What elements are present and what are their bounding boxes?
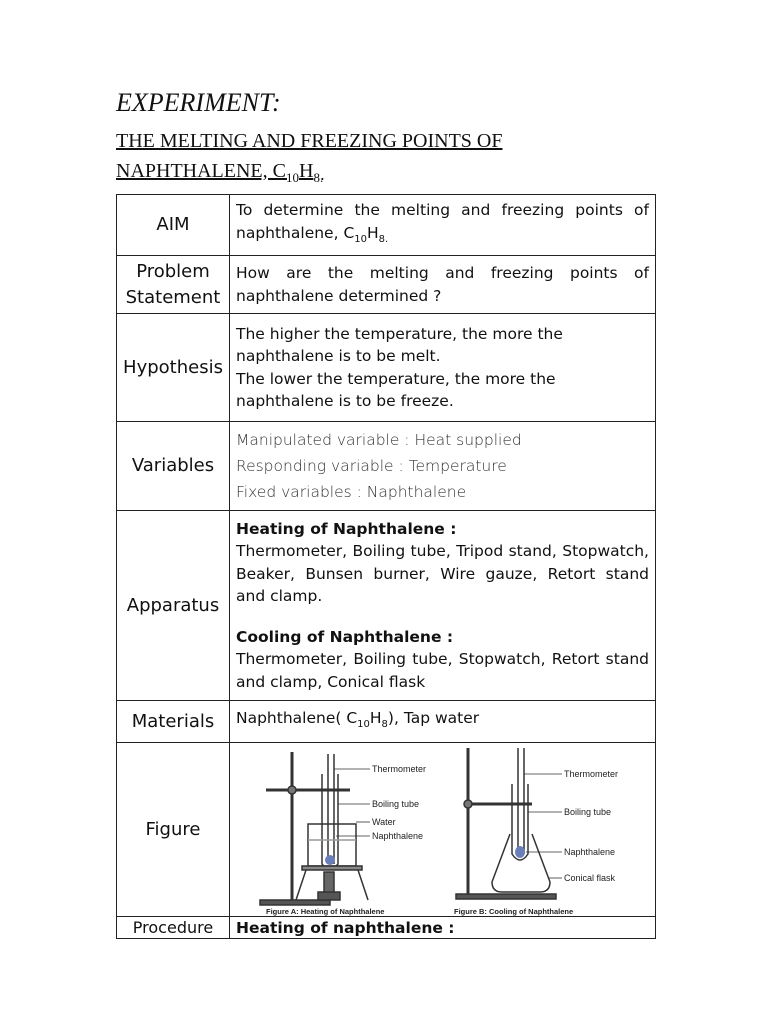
- fixed-variables: Fixed variables : Naphthalene: [236, 483, 467, 502]
- problem-label: Problem Statement: [117, 256, 230, 314]
- row-aim: [117, 195, 656, 256]
- title-line-1: THE MELTING AND FREEZING POINTS OF: [116, 130, 503, 152]
- row-variables: [117, 422, 656, 511]
- figure-b-diagram: [456, 748, 556, 899]
- responding-variable: Responding variable : Temperature: [236, 457, 507, 476]
- problem-text: How are the melting and freezing points of naphthalene determined ?: [230, 256, 656, 314]
- fig-a-naphthalene-label: Naphthalene: [372, 830, 424, 841]
- figure-a-caption: Figure A: Heating of Naphthalene: [266, 906, 385, 916]
- apparatus-label: Apparatus: [117, 511, 230, 701]
- apparatus-text: [230, 511, 656, 701]
- materials-label: Materials: [117, 701, 230, 743]
- row-materials: [117, 701, 656, 743]
- hypothesis-text: The higher the temperature, the more the naphthalene is to be melt. The lower the temperature, the more the naphthalene is to be freeze.: [230, 314, 656, 422]
- aim-label: AIM: [117, 195, 230, 256]
- heating-apparatus-list: Thermometer, Boiling tube, Tripod stand, Stopwatch, Beaker, Bunsen burner, Wire gauze, Retort stand and clamp.: [236, 542, 649, 606]
- figure-label: Figure: [117, 743, 230, 917]
- figure-cell: [230, 743, 656, 917]
- heating-apparatus-title: Heating of Naphthalene :: [236, 519, 457, 538]
- experiment-table: [116, 194, 656, 939]
- row-procedure: [117, 917, 656, 939]
- materials-text: Naphthalene( $C_{10}H_8$), Tap water: [230, 701, 656, 743]
- experiment-heading: EXPERIMENT:: [116, 88, 281, 117]
- fig-b-conical-flask-label: Conical flask: [564, 872, 616, 883]
- apparatus-figure: [230, 744, 660, 916]
- row-figure: [117, 743, 656, 917]
- figure-b-caption: Figure B: Cooling of Naphthalene: [454, 906, 574, 916]
- hypothesis-label: Hypothesis: [117, 314, 230, 422]
- variables-text: [230, 422, 656, 511]
- fig-a-thermometer-label: Thermometer: [372, 763, 427, 774]
- figure-a-pointers: [334, 769, 370, 836]
- row-hypothesis: [117, 314, 656, 422]
- row-apparatus: [117, 511, 656, 701]
- fig-a-water-label: Water: [372, 816, 396, 827]
- fig-b-naphthalene-label: Naphthalene: [564, 846, 616, 857]
- fig-b-boiling-tube-label: Boiling tube: [564, 806, 612, 817]
- row-problem: [117, 256, 656, 314]
- aim-text: To determine the melting and freezing points of naphthalene, $C_{10}H_{8.}$: [230, 195, 656, 256]
- cooling-apparatus-title: Cooling of Naphthalene :: [236, 627, 454, 646]
- procedure-label: Procedure: [117, 917, 230, 939]
- fig-b-thermometer-label: Thermometer: [564, 768, 619, 779]
- procedure-text: Heating of naphthalene :: [230, 917, 656, 939]
- title-line-2: NAPHTHALENE, $C_{10}H_{8.}$: [116, 160, 324, 185]
- cooling-apparatus-list: Thermometer, Boiling tube, Stopwatch, Retort stand and clamp, Conical flask: [236, 650, 649, 691]
- variables-label: Variables: [117, 422, 230, 511]
- fig-a-boiling-tube-label: Boiling tube: [372, 798, 420, 809]
- figure-a-diagram: [260, 752, 368, 905]
- manipulated-variable: Manipulated variable : Heat supplied: [236, 431, 522, 450]
